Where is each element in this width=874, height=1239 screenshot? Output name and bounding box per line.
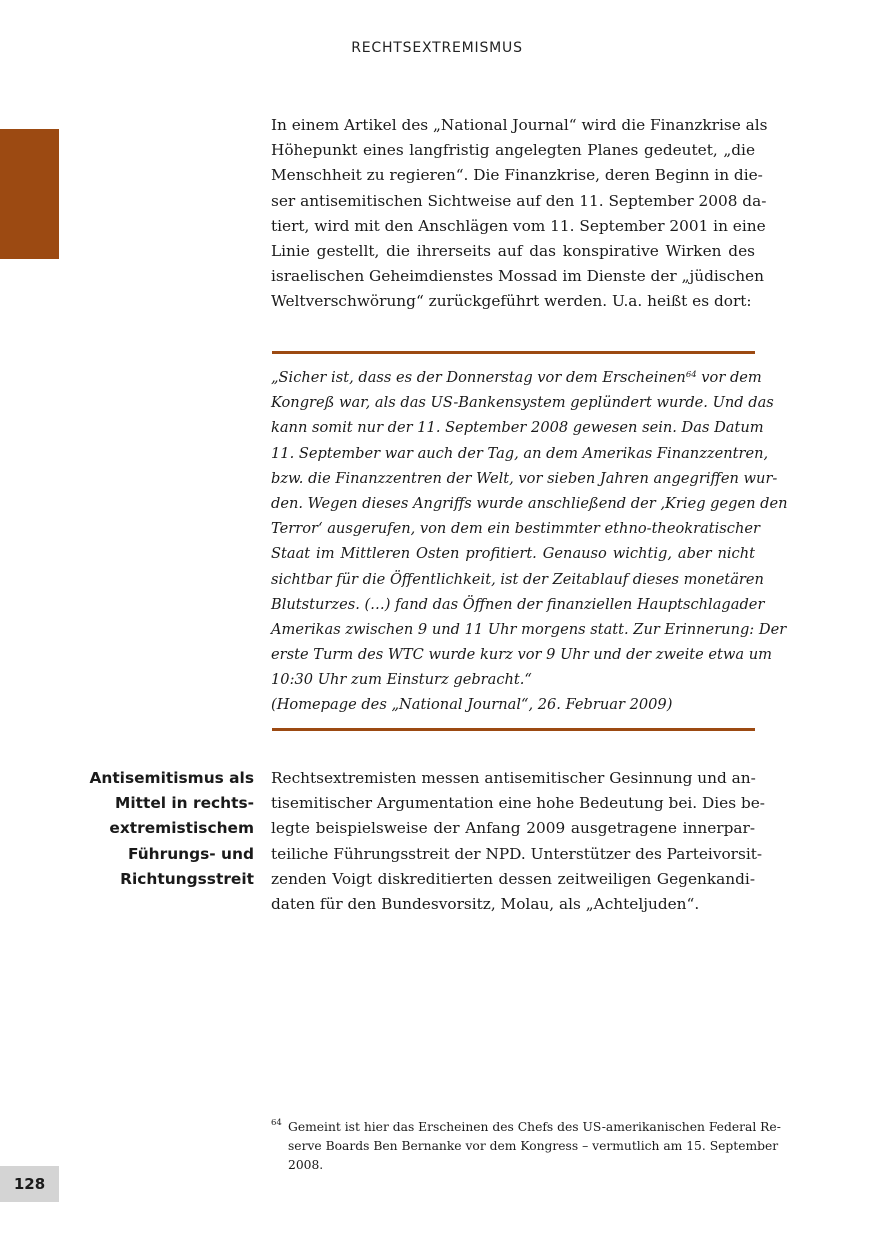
footnote-line: 2008. (288, 1158, 324, 1173)
quote-line (271, 365, 762, 390)
intro-line: ser antisemitischen Sichtweise auf den 11. September 2008 da- (271, 191, 767, 210)
block-quote (271, 365, 788, 718)
margin-heading-line: Führungs- und (127, 844, 254, 863)
intro-line: israelischen Geheimdienstes Mossad im Dienste der „jüdischen (271, 267, 764, 286)
footnote-line: serve Boards Ben Bernanke vor dem Kongress – vermutlich am 15. September (288, 1139, 779, 1154)
quote-line-end: vor dem (696, 369, 762, 386)
intro-line: Menschheit zu regieren“. Die Finanzkrise, deren Beginn in die- (271, 166, 763, 185)
footnote-reference: 64 (685, 370, 697, 380)
section-paragraph (271, 766, 765, 917)
quote-line: bzw. die Finanzzentren der Welt, vor sieben Jahren angegriffen wur- (271, 469, 778, 487)
section-line: teiliche Führungsstreit der NPD. Unterstützer des Parteivorsit- (271, 844, 763, 863)
quote-line: Amerikas zwischen 9 und 11 Uhr morgens statt. Zur Erinnerung: Der (271, 620, 787, 638)
footnote-line: Gemeint ist hier das Erscheinen des Chefs des US-amerikanischen Federal Re- (288, 1120, 781, 1134)
margin-heading (64, 766, 254, 892)
quote-line: 11. September war auch der Tag, an dem Amerikas Finanzzentren, (271, 444, 769, 462)
quote-rule-top (272, 351, 755, 354)
intro-line: Höhepunkt eines langfristig angelegten Planes gedeutet, „die (271, 141, 755, 160)
section-line: daten für den Bundesvorsitz, Molau, als „Achteljuden“. (271, 894, 700, 913)
section-line: tisemitischer Argumentation eine hohe Bedeutung bei. Dies be- (271, 794, 765, 813)
footnote-body (288, 1118, 781, 1176)
quote-line-start: „Sicher ist, dass es der Donnerstag vor dem Erscheinen (271, 369, 686, 386)
quote-line: den. Wegen dieses Angriffs wurde anschließend der ‚Krieg gegen den (271, 494, 788, 512)
margin-heading-line: extremistischem (109, 819, 254, 838)
quote-line: Staat im Mittleren Osten profitiert. Genauso wichtig, aber nicht (271, 545, 755, 563)
quote-line: 10:30 Uhr zum Einsturz gebracht.“ (271, 671, 532, 689)
chapter-tab-marker (0, 129, 59, 259)
running-head: RECHTSEXTREMISMUS (351, 40, 523, 56)
section-line: legte beispielsweise der Anfang 2009 ausgetragene innerpar- (271, 819, 755, 838)
intro-line: In einem Artikel des „National Journal“ wird die Finanzkrise als (271, 116, 768, 134)
quote-rule-bottom (272, 728, 755, 731)
margin-heading-line: Mittel in rechts- (115, 794, 254, 813)
footnote-mark: 64 (271, 1118, 282, 1128)
footnote (271, 1118, 781, 1176)
page-number: 128 (0, 1166, 59, 1202)
quote-line: Kongreß war, als das US-Bankensystem geplündert wurde. Und das (271, 394, 774, 412)
quote-source: (Homepage des „National Journal“, 26. Februar 2009) (271, 696, 673, 714)
margin-heading-line: Antisemitismus als (89, 769, 254, 787)
quote-line: erste Turm des WTC wurde kurz vor 9 Uhr und der zweite etwa um (271, 646, 772, 664)
section-line: zenden Voigt diskreditierten dessen zeitweiligen Gegenkandi- (271, 869, 755, 888)
intro-paragraph (271, 113, 768, 315)
section-line: Rechtsextremisten messen antisemitischer Gesinnung und an- (271, 769, 756, 787)
quote-line: sichtbar für die Öffentlichkeit, ist der Zeitablauf dieses monetären (271, 570, 764, 588)
quote-line: kann somit nur der 11. September 2008 gewesen sein. Das Datum (271, 419, 764, 437)
intro-line: Weltverschwörung“ zurückgeführt werden. U.a. heißt es dort: (271, 292, 752, 311)
intro-line: tiert, wird mit den Anschlägen vom 11. September 2001 in eine (271, 216, 766, 235)
quote-line: Terror‘ ausgerufen, von dem ein bestimmter ethno-theokratischer (271, 520, 760, 538)
intro-line: Linie gestellt, die ihrerseits auf das konspirative Wirken des (271, 241, 755, 260)
margin-heading-line: Richtungsstreit (120, 869, 254, 888)
quote-line: Blutsturzes. (…) fand das Öffnen der finanziellen Hauptschlagader (271, 595, 765, 613)
